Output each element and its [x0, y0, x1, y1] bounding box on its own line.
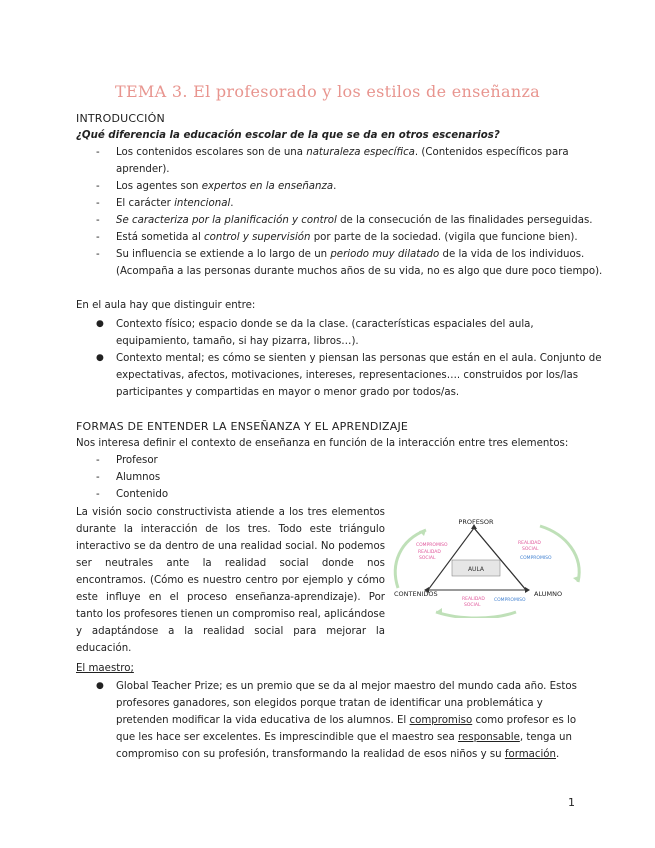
triangle-diagram	[390, 516, 588, 618]
page-title: TEMA 3. El profesorado y los estilos de enseñanza	[114, 82, 541, 101]
formas-heading: FORMAS DE ENTENDER LA ENSEÑANZA Y EL APRENDIZAJE	[76, 420, 409, 433]
element-alumnos: Alumnos	[116, 472, 161, 483]
aula-intro: En el aula hay que distinguir entre:	[76, 300, 256, 311]
list-dash: -	[96, 455, 100, 466]
maestro-line-1: Global Teacher Prize; es un premio que se da al mejor maestro del mundo cada año. Estos	[116, 681, 577, 692]
diagram-left-label: CONTENIDOS	[394, 590, 438, 598]
aula-mental-l1: Contexto mental; es cómo se sienten y piensan las personas que están en el aula. Conjunto de	[116, 353, 602, 364]
diagram-bottom-label-2: COMPROMISO	[494, 598, 526, 603]
formas-intro: Nos interesa definir el contexto de enseñanza en función de la interacción entre tres elementos:	[76, 438, 569, 449]
list-dash: -	[96, 181, 100, 192]
list-dash: -	[96, 215, 100, 226]
element-contenido: Contenido	[116, 489, 169, 500]
triangle-right-edge	[474, 528, 526, 590]
aula-fisico-l2: equipamiento, tamaño, si hay pizarra, libros…).	[116, 336, 359, 347]
aula-mental-l3: participantes y compartidas en mayor o menor grado por todos/as.	[116, 387, 460, 398]
maestro-line-3: pretenden modificar la vida educativa de los alumnos. El compromiso como profesor es lo	[116, 715, 577, 726]
cycle-arrow-right	[540, 526, 579, 582]
maestro-line-4: que les hace ser excelentes. Es imprescindible que el maestro sea responsable, tenga un	[116, 732, 572, 743]
cycle-arrow-bottom	[436, 612, 516, 618]
diagram-center-label: AULA	[467, 566, 485, 573]
intro-item-6-cont: (Acompaña a las personas durante muchos años de su vida, no es algo que dure poco tiempo).	[116, 266, 603, 277]
maestro-line-5: compromiso con su profesión, transformando la realidad de esos niños y su formación.	[116, 749, 560, 760]
socio-constructivista-paragraph: La visión socio constructivista atiende a los tres elementos durante la interacción de los tres. Todo este triángulo interactivo se da dentro de una realidad social. No podemos ser neutrales ante la realidad social donde nos encontramos. (Cómo es nuestro centro por ejemplo y cómo este influye en el proceso enseñanza-aprendizaje). Por tanto los profesores tienen un compromiso real, aplicándose y adaptándose a la realidad social para mejorar la educación.	[76, 507, 385, 654]
triangle-outline	[428, 528, 526, 590]
intro-item-3: El carácter intencional.	[116, 198, 234, 209]
list-dash: -	[96, 232, 100, 243]
cycle-arrowhead-right	[573, 576, 579, 582]
list-dash: -	[96, 198, 100, 209]
element-profesor: Profesor	[116, 455, 158, 466]
bullet-icon: ●	[96, 319, 104, 329]
maestro-line-2: profesores ganadores, son elegidos porque tratan de identificar una problemática y	[116, 698, 543, 709]
list-dash: -	[96, 249, 100, 260]
list-dash: -	[96, 489, 100, 500]
page-number: 1	[568, 796, 575, 809]
diagram-left-side-label-1: COMPROMISO	[416, 543, 448, 548]
intro-heading: INTRODUCCIÓN	[76, 112, 165, 125]
diagram-left-side-label-2b: SOCIAL	[419, 556, 436, 561]
intro-item-6: Su influencia se extiende a lo largo de un periodo muy dilatado de la vida de los individuos.	[116, 249, 585, 260]
intro-item-1-cont: aprender).	[116, 164, 170, 175]
bullet-icon: ●	[96, 353, 104, 363]
intro-item-1: Los contenidos escolares son de una naturaleza específica. (Contenidos específicos para	[116, 147, 569, 158]
list-dash: -	[96, 147, 100, 158]
list-dash: -	[96, 472, 100, 483]
intro-item-2: Los agentes son expertos en la enseñanza.	[116, 181, 337, 192]
diagram-left-side-label-2a: REALIDAD	[418, 550, 441, 555]
intro-item-5: Está sometida al control y supervisión por parte de la sociedad. (vigila que funcione bien).	[116, 232, 578, 243]
diagram-right-label: ALUMNO	[534, 590, 563, 598]
intro-item-4: Se caracteriza por la planificación y control de la consecución de las finalidades perseguidas.	[116, 215, 593, 226]
aula-mental-l2: expectativas, afectos, motivaciones, intereses, representaciones…. construidos por los/las	[116, 370, 579, 381]
diagram-right-side-label-1a: REALIDAD	[518, 541, 541, 546]
diagram-bottom-label-1b: SOCIAL	[464, 603, 481, 608]
maestro-heading: El maestro;	[76, 663, 134, 674]
diagram-bottom-label-1a: REALIDAD	[462, 597, 485, 602]
intro-question: ¿Qué diferencia la educación escolar de la que se da en otros escenarios?	[76, 130, 500, 141]
arrowhead-right	[525, 587, 530, 593]
bullet-icon: ●	[96, 681, 104, 691]
diagram-right-side-label-2: COMPROMISO	[520, 556, 552, 561]
diagram-top-label: PROFESOR	[458, 518, 494, 526]
aula-fisico-l1: Contexto físico; espacio donde se da la clase. (características espaciales del aula,	[116, 319, 534, 330]
diagram-right-side-label-1b: SOCIAL	[522, 547, 539, 552]
